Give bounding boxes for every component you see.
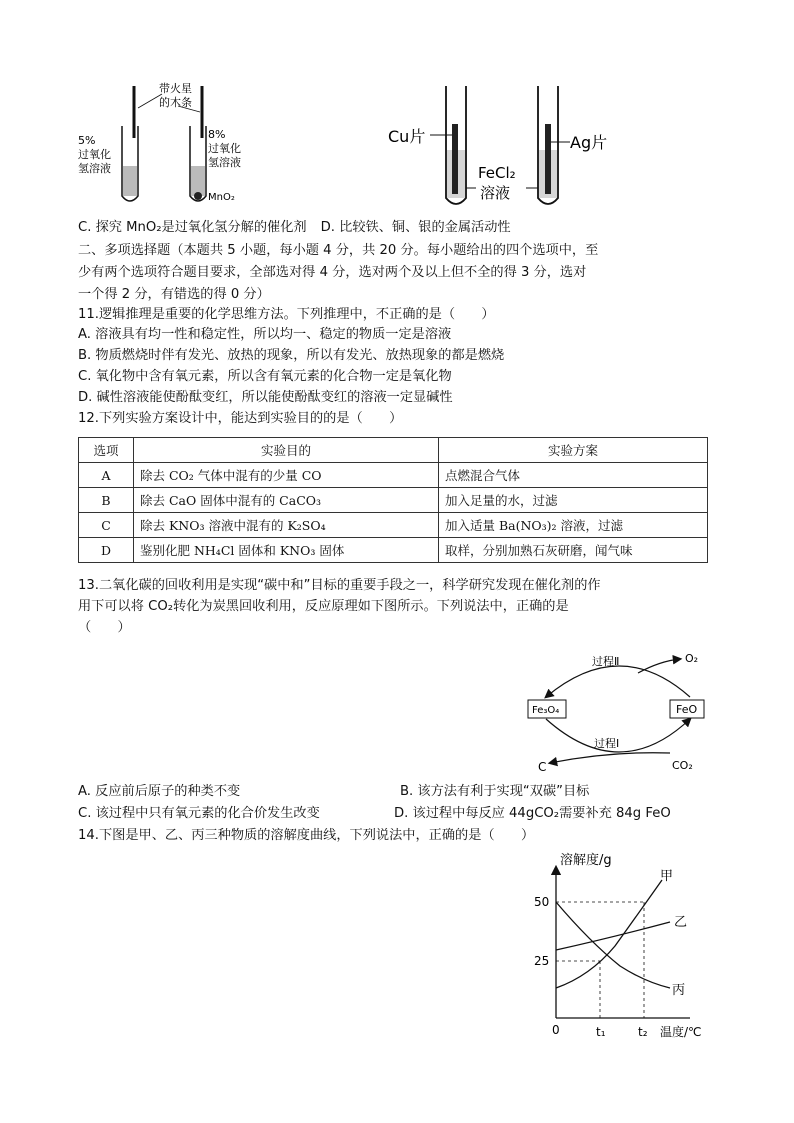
y-tick-50: 50 — [534, 895, 550, 909]
q11-option-a: A. 溶液具有均一性和稳定性，所以均一、稳定的物质一定是溶液 — [78, 327, 452, 342]
table-header-cell: 选项 — [79, 438, 134, 463]
curve-jia — [556, 880, 662, 988]
right-tube-label-2: 过氧化 — [208, 142, 241, 155]
co2-label: CO₂ — [672, 759, 693, 772]
table-row — [79, 513, 708, 538]
process2-arc — [546, 666, 690, 697]
y-tick-25: 25 — [534, 954, 550, 968]
curve-bing — [556, 902, 670, 988]
table-cell: 点燃混合气体 — [439, 463, 708, 488]
x-axis-label: 温度/℃ — [660, 1025, 702, 1039]
co2-cycle-diagram — [520, 645, 720, 780]
section2-line3: 一个得 2 分，有错选的得 0 分） — [78, 287, 270, 302]
cu-label: Cu片 — [388, 127, 426, 146]
curve-yi — [556, 922, 670, 950]
origin-label: 0 — [552, 1023, 560, 1037]
table-cell: 加入适量 Ba(NO₃)₂ 溶液，过滤 — [439, 513, 708, 538]
q11-option-d: D. 碱性溶液能使酚酞变红，所以能使酚酞变红的溶液一定显碱性 — [78, 390, 453, 405]
table-row — [79, 463, 708, 488]
table-cell: B — [79, 488, 134, 513]
c-label: C — [538, 760, 547, 774]
q13-option-a: A. 反应前后原子的种类不变 — [78, 784, 241, 799]
q12-stem: 12.下列实验方案设计中，能达到实验目的的是（ ） — [78, 411, 403, 426]
q10-option-c: C. 探究 MnO₂是过氧化氢分解的催化剂 — [78, 220, 307, 235]
ag-label: Ag片 — [570, 133, 608, 152]
splint-label-2: 的木条 — [159, 96, 192, 109]
x-tick-t1: t₁ — [596, 1025, 606, 1039]
q10-option-d: D. 比较铁、铜、银的金属活动性 — [320, 220, 511, 235]
fe3o4-label: Fe₃O₄ — [532, 705, 560, 716]
experiment-table — [78, 437, 708, 563]
q13-option-b: B. 该方法有利于实现“双碳”目标 — [400, 784, 590, 799]
section2-line1: 二、多项选择题（本题共 5 小题，每小题 4 分，共 20 分。每小题给出的四个选项中，至 — [78, 243, 599, 258]
q11-stem: 11.逻辑推理是重要的化学思维方法。下列推理中，不正确的是（ ） — [78, 307, 495, 322]
right-tube-label-1: 8% — [208, 128, 226, 141]
splint-label-1: 带火星 — [159, 82, 192, 95]
q11-option-c: C. 氧化物中含有氧元素，所以含有氧元素的化合物一定是氧化物 — [78, 369, 452, 384]
h2o2-tubes-figure — [78, 78, 278, 213]
y-axis-label: 溶解度/g — [560, 853, 612, 868]
label-yi: 乙 — [674, 915, 688, 930]
q13-option-c: C. 该过程中只有氧元素的化合价发生改变 — [78, 806, 320, 821]
solution-label: 溶液 — [480, 184, 511, 202]
table-cell: A — [79, 463, 134, 488]
q13-stem-line3: （ ） — [78, 620, 131, 635]
o2-arrow — [638, 659, 680, 673]
left-tube-label-2: 过氧化 — [78, 148, 111, 161]
x-tick-t2: t₂ — [638, 1025, 648, 1039]
co2-to-c-arrow — [550, 753, 670, 763]
o2-label: O₂ — [685, 652, 699, 665]
feo-label: FeO — [676, 703, 698, 716]
section2-line2: 少有两个选项符合题目要求，全部选对得 4 分，选对两个及以上但不全的得 3 分，选对 — [78, 265, 587, 280]
q13-options-cd — [78, 804, 671, 824]
q13-stem-line2: 用下可以将 CO₂转化为炭黑回收利用，反应原理如下图所示。下列说法中，正确的是 — [78, 599, 569, 614]
table-row — [79, 488, 708, 513]
q13-stem-line1: 13.二氧化碳的回收利用是实现“碳中和”目标的重要手段之一，科学研究发现在催化剂的作 — [78, 578, 601, 593]
q11-option-b: B. 物质燃烧时伴有发光、放热的现象，所以有发光、放热现象的都是燃烧 — [78, 348, 505, 363]
mno2-label: MnO₂ — [208, 192, 235, 203]
label-bing: 丙 — [672, 983, 686, 998]
cu-strip — [452, 124, 458, 194]
table-cell: 鉴别化肥 NH₄Cl 固体和 KNO₃ 固体 — [134, 538, 439, 563]
process1-label: 过程Ⅰ — [594, 737, 620, 750]
table-header-row — [79, 438, 708, 463]
table-cell: C — [79, 513, 134, 538]
label-jia: 甲 — [660, 869, 674, 884]
liquid-left — [123, 166, 137, 196]
table-row — [79, 538, 708, 563]
metal-activity-figure — [388, 80, 618, 220]
ag-strip — [545, 124, 551, 194]
right-tube-label-3: 氢溶液 — [208, 156, 241, 169]
left-tube-label-1: 5% — [78, 134, 96, 147]
table-cell: 除去 KNO₃ 溶液中混有的 K₂SO₄ — [134, 513, 439, 538]
table-header-cell: 实验目的 — [134, 438, 439, 463]
table-cell: 加入足量的水，过滤 — [439, 488, 708, 513]
table-header-cell: 实验方案 — [439, 438, 708, 463]
table-cell: 取样，分别加熟石灰研磨，闻气味 — [439, 538, 708, 563]
liquid-right — [191, 166, 205, 196]
q10-options — [78, 218, 511, 238]
mno2-powder — [194, 192, 202, 200]
solubility-graph — [520, 850, 720, 1045]
process2-label: 过程Ⅱ — [592, 655, 620, 668]
q13-option-d: D. 该过程中每反应 44gCO₂需要补充 84g FeO — [394, 806, 671, 821]
fecl2-label: FeCl₂ — [478, 164, 516, 182]
table-cell: D — [79, 538, 134, 563]
q13-options-ab — [78, 782, 589, 802]
left-tube-label-3: 氢溶液 — [78, 162, 111, 175]
q14-stem: 14.下图是甲、乙、丙三种物质的溶解度曲线，下列说法中，正确的是（ ） — [78, 828, 535, 843]
table-cell: 除去 CO₂ 气体中混有的少量 CO — [134, 463, 439, 488]
table-cell: 除去 CaO 固体中混有的 CaCO₃ — [134, 488, 439, 513]
